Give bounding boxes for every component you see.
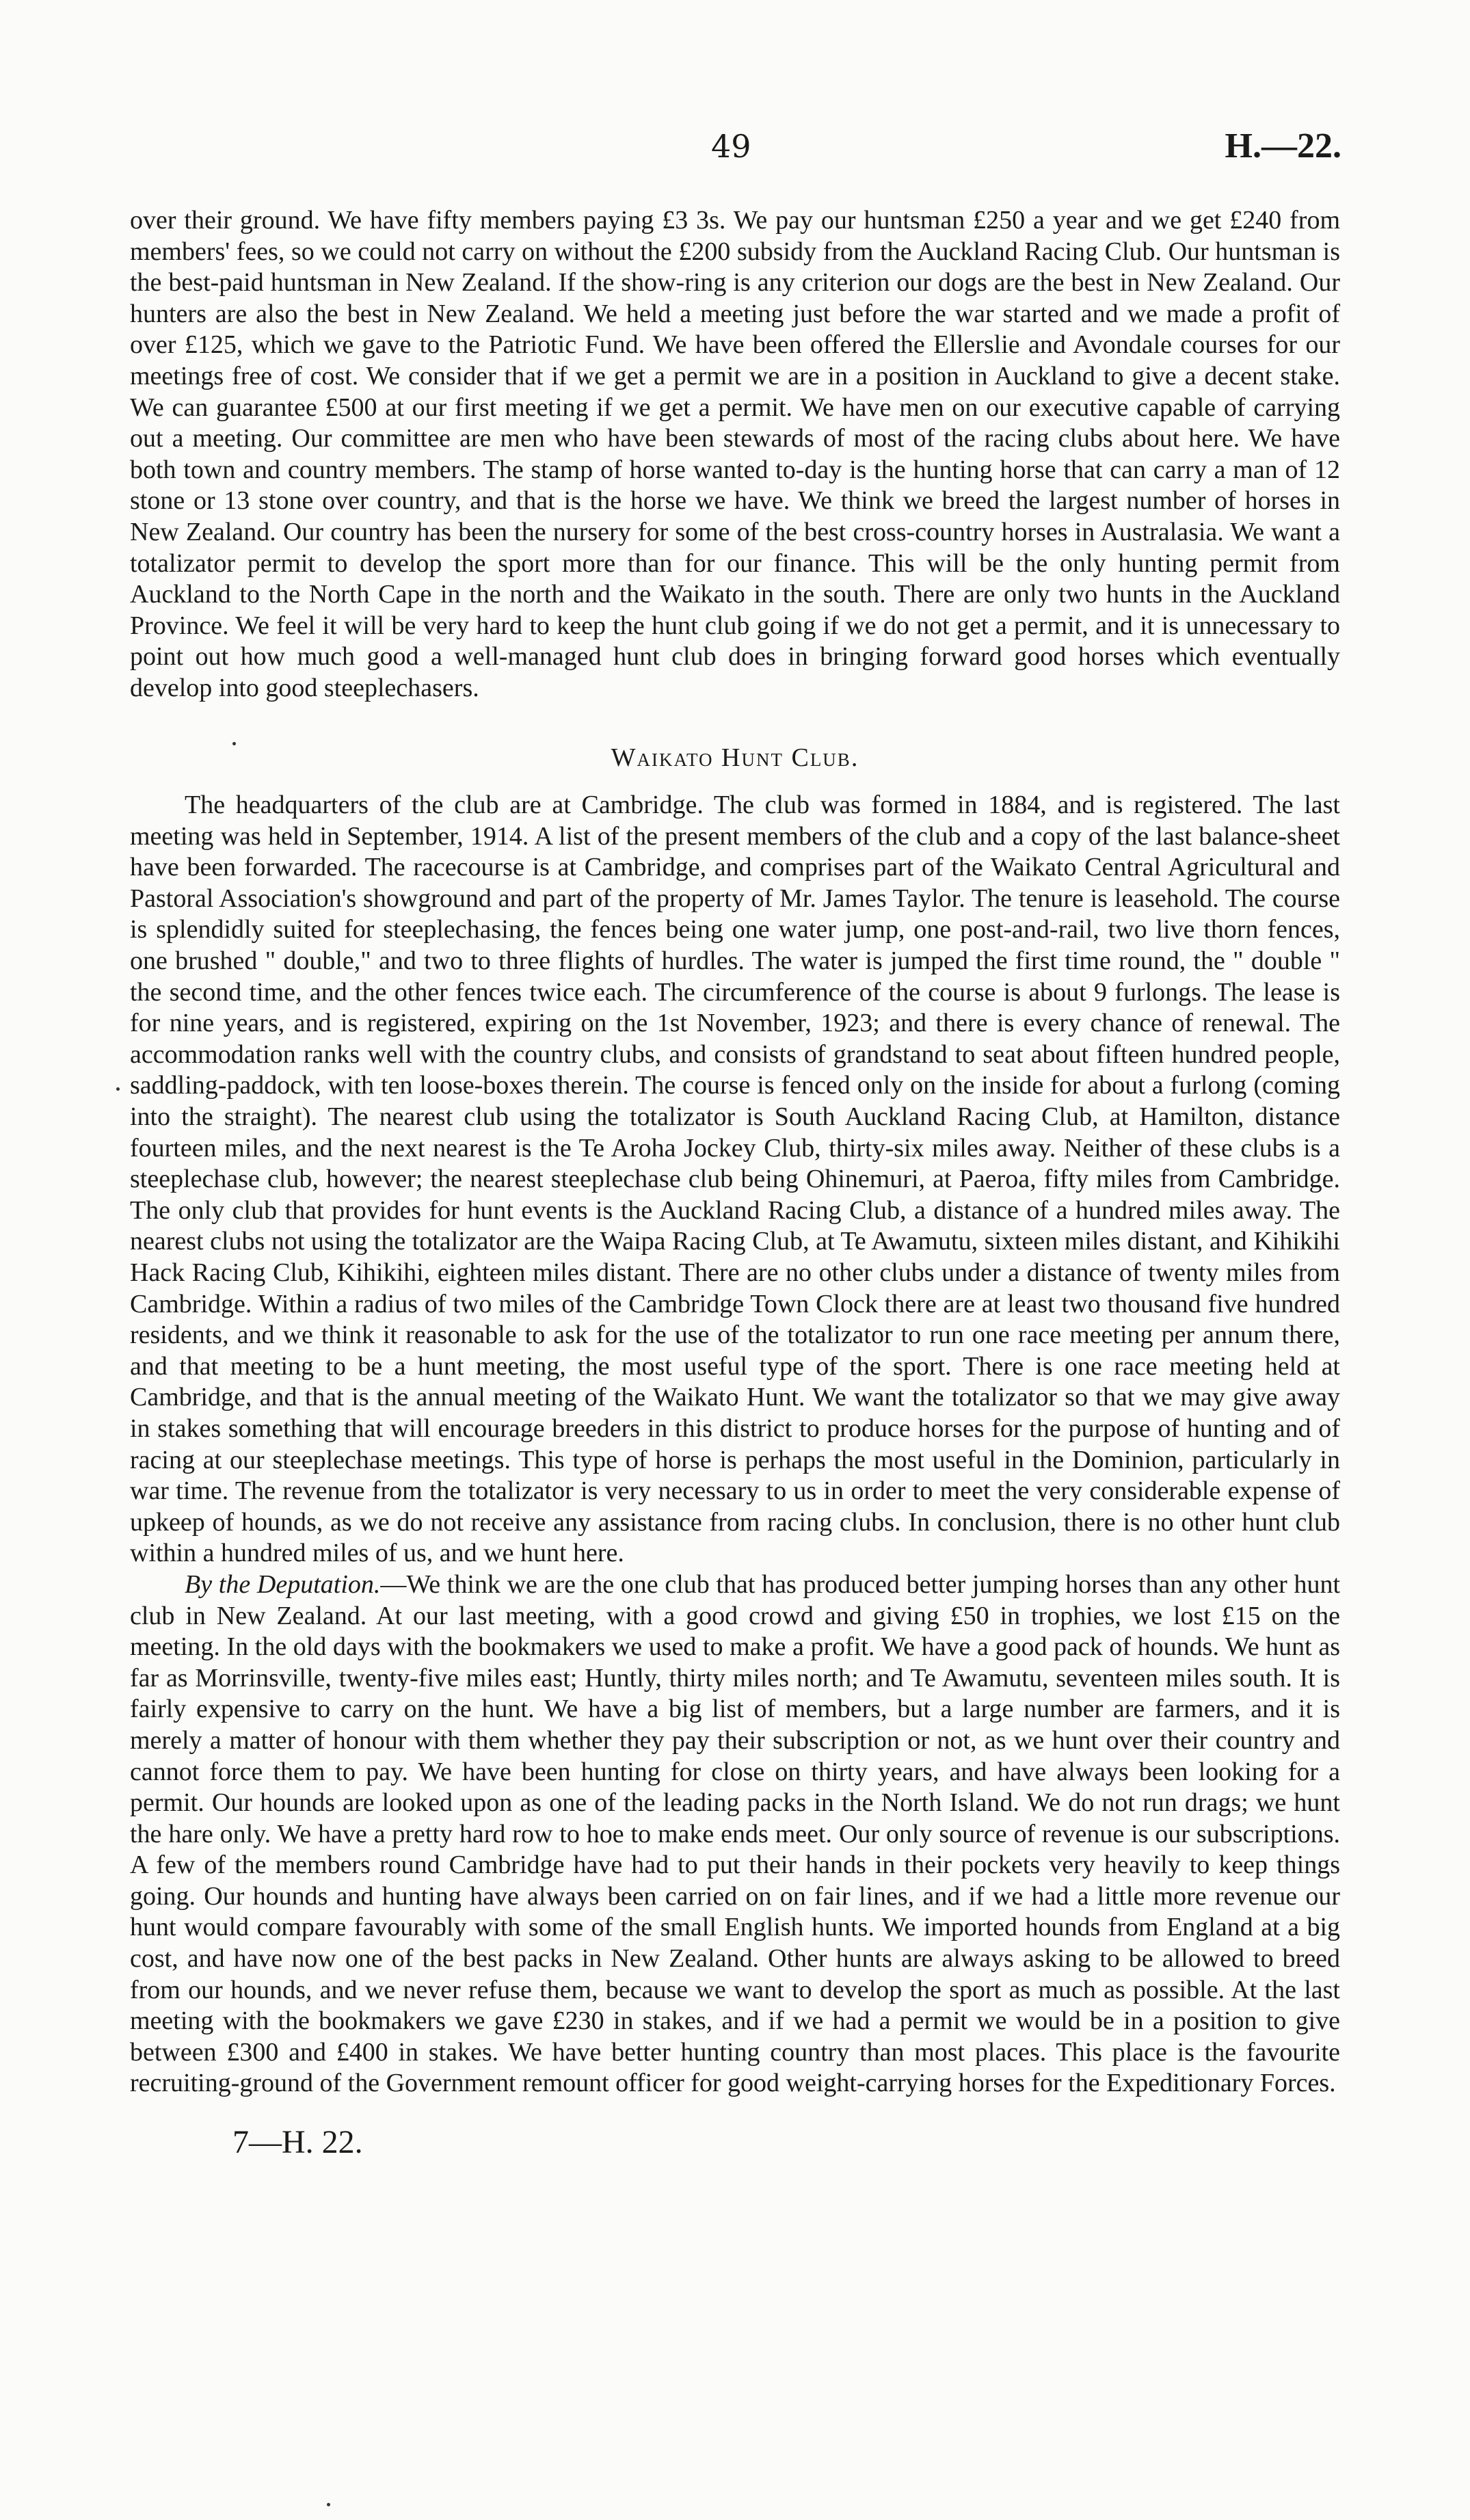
section-heading: Waikato Hunt Club. — [611, 743, 859, 772]
deputation-lead: By the Deputation. — [185, 1569, 381, 1599]
ink-speck — [232, 742, 236, 745]
document-body — [130, 205, 1341, 2161]
ink-speck — [327, 2503, 330, 2506]
signature-mark: 7—H. 22. — [232, 2124, 363, 2161]
ink-speck — [116, 1087, 120, 1091]
document-reference: H.—22. — [1225, 127, 1341, 165]
paragraph-waikato: The headquarters of the club are at Cambridge. The club was formed in 1884, and is registered. The last meeting was held in September, 1914. A list of the present members of the club and a copy of the last balance-sheet have been forwarded. The racecourse is at Cambridge, and comprises part of the Waikato Central Agricultural and Pastoral Association's showground and part of the property of Mr. James Taylor. The tenure is leasehold. The course is splendidly suited for steeplechasing, the fences being one water jump, one post-and-rail, two live thorn fences, one brushed " double," and two to three flights of hurdles. The water is jumped the first time round, the " double " the second time, and the other fences twice each. The circumference of the course is about 9 furlongs. The lease is for nine years, and is registered, expiring on the 1st November, 1923; and there is every chance of renewal. The accommodation ranks well with the country clubs, and consists of grandstand to seat about fifteen hundred people, saddling-paddock, with ten loose-boxes therein. The course is fenced only on the inside for about a furlong (coming into the straight). The nearest club using the totalizator is South Auckland Racing Club, at Hamilton, distance fourteen miles, and the next nearest is the Te Aroha Jockey Club, thirty-six miles away. Neither of these clubs is a steeplechase club, however; the nearest steeplechase club being Ohinemuri, at Paeroa, fifty miles from Cambridge. The only club that provides for hunt events is the Auckland Racing Club, a distance of a hundred miles away. The nearest clubs not using the totalizator are the Waipa Racing Club, at Te Awamutu, sixteen miles distant, and Kihikihi Hack Racing Club, Kihikihi, eighteen miles distant. There are no other clubs under a distance of twenty miles from Cambridge. Within a radius of two miles of the Cambridge Town Clock there are at least two thousand five hundred residents, and we think it reasonable to ask for the use of the totalizator to run one race meeting per annum there, and that meeting to be a hunt meeting, the most useful type of the sport. There is one race meeting held at Cambridge, and that is the annual meeting of the Waikato Hunt. We want the totalizator so that we may give away in stakes something that will encourage breeders in this district to produce horses for the purpose of hunting and of racing at our steeplechase meetings. This type of horse is perhaps the most useful in the Dominion, particularly in war time. The revenue from the totalizator is very necessary to us in order to meet the very considerable expense of upkeep of hounds, as we do not receive any assistance from racing clubs. In conclusion, there is no other hunt club within a hundred miles of us, and we hunt here. — [130, 791, 1340, 1568]
deputation-text: —We think we are the one club that has produced better jumping horses than any other hunt club in New Zealand. At our last meeting, with a good crowd and giving £50 in trophies, we lost £15 on the meeting. In the old days with the bookmakers we used to make a profit. We have a good pack of hounds. We hunt as far as Morrinsville, twenty-five miles east; Huntly, thirty miles north; and Te Awamutu, seventeen miles south. It is fairly expensive to carry on the hunt. We have a big list of members, but a large number are farmers, and it is merely a matter of honour with them whether they pay their subscription or not, as we hunt over their country and cannot force them to pay. We have been hunting for close on thirty years, and have always been looking for a permit. Our hounds are looked upon as one of the leading packs in the North Island. We do not run drags; we hunt the hare only. We have a pretty hard row to hoe to make ends meet. Our only source of revenue is our subscriptions. A few of the members round Cambridge have had to put their hands in their pockets very heavily to keep things going. Our hounds and hunting have always been carried on on fair lines, and if we had a little more revenue our hunt would compare favourably with some of the small English hunts. We imported hounds from England at a big cost, and have now one of the best packs in New Zealand. Other hunts are always asking to be allowed to breed from our hounds, and we never refuse them, because we want to develop the sport as much as possible. At the last meeting with the bookmakers we gave £230 in stakes, and if we had a permit we would be in a position to give between £300 and £400 in stakes. We have better hunting country than most places. This place is the favourite recruiting-ground of the Government remount officer for good weight-carrying horses for the Expeditionary Forces. — [130, 1569, 1341, 2098]
paragraph-continuation: over their ground. We have fifty members paying £3 3s. We pay our huntsman £250 a year and we get £240 from members' fees, so we could not carry on without the £200 subsidy from the Auckland Racing Club. Our huntsman is the best-paid huntsman in New Zealand. If the show-ring is any criterion our dogs are the best in New Zealand. Our hunters are also the best in New Zealand. We held a meeting just before the war started and we made a profit of over £125, which we gave to the Patriotic Fund. We have been offered the Ellerslie and Avondale courses for our meetings free of cost. We consider that if we get a permit we are in a position in Auckland to give a decent stake. We can guarantee £500 at our first meeting if we get a permit. We have men on our executive capable of carrying out a meeting. Our committee are men who have been stewards of most of the racing clubs about here. We have both town and country members. The stamp of horse wanted to-day is the hunting horse that can carry a man of 12 stone or 13 stone over country, and that is the horse we have. We think we breed the largest number of horses in New Zealand. Our country has been the nursery for some of the best cross-country horses in Australasia. We want a totalizator permit to develop the sport more than for our finance. This will be the only hunting permit from Auckland to the North Cape in the north and the Waikato in the south. There are only two hunts in the Auckland Province. We feel it will be very hard to keep the hunt club going if we do not get a permit, and it is unnecessary to point out how much good a well-managed hunt club does in bringing forward good horses which eventually develop into good steeplechasers. — [130, 206, 1340, 702]
page-number: 49 — [711, 128, 751, 165]
paragraph-deputation — [130, 1569, 1340, 2099]
